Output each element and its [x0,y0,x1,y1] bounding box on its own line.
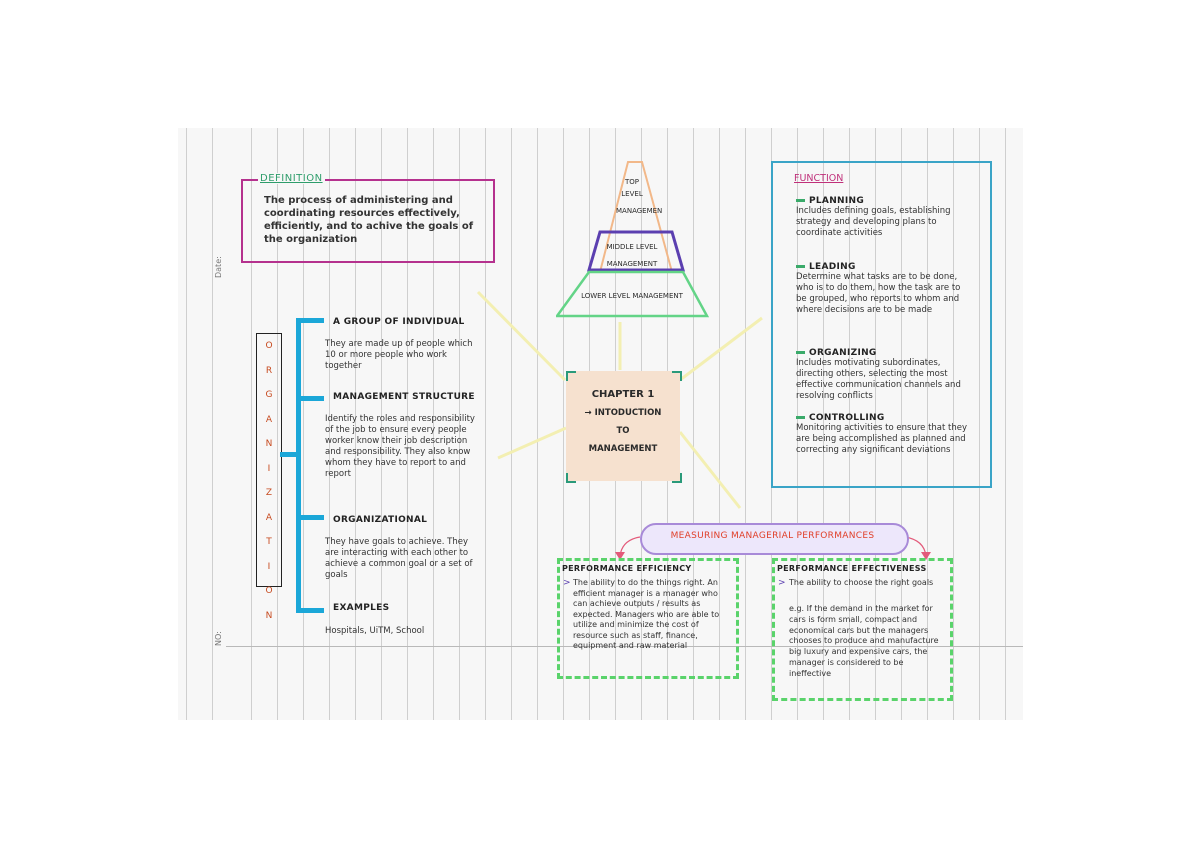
dash-marker [796,199,805,202]
org-letter: G [265,390,273,400]
org-letter: N [265,439,273,449]
function-item-text: Monitoring activities to ensure that they are being accomplished as planned and correcting any significant deviations [796,423,968,455]
function-item-text: Includes defining goals, establishing strategy and developing plans to coordinate activities [796,206,951,238]
dash-marker [796,416,805,419]
dash-marker [796,351,805,354]
org-letter: A [265,414,273,425]
chevron-right-icon: > [563,578,571,588]
function-title: FUNCTION [794,173,844,184]
org-letter: O [265,586,273,596]
function-item-leading [796,262,971,316]
definition-text: The process of administering and coordinating resources effectively, efficiently, and to achive the goals of the organization [264,195,474,245]
efficiency-heading: PERFORMANCE EFFICIENCY [562,564,692,573]
function-item-heading [796,348,971,358]
org-item-text: They are made up of people which 10 or more people who work together [325,339,473,371]
function-heading-text: CONTROLLING [809,413,885,423]
corner-mark [566,473,576,483]
effectiveness-heading: PERFORMANCE EFFECTIVENESS [777,564,927,573]
org-letter: Z [265,488,273,498]
pyramid-top-line: MANAGEMEN [616,207,663,215]
function-item-heading [796,196,971,206]
pyramid-top-label [616,176,663,217]
effectiveness-text-2: e.g. If the demand in the market for cars is form small, compact and economical cars but the managers chooses to produce and manufacture big luxury and expensive cars, the manager is considered to be ineffective [789,604,939,678]
org-letter: I [267,463,271,474]
pyramid-middle-line: MIDDLE LEVEL [606,243,658,251]
bracket-arm [296,515,324,520]
function-item-text: Determine what tasks are to be done, who is to do them, how the task are to be grouped, who reports to whom and where decisions are to be made [796,272,961,315]
org-letter: T [266,537,272,547]
function-item-heading [796,262,971,272]
org-letter: I [267,561,271,572]
org-letter: A [265,512,273,523]
org-item-heading: MANAGEMENT STRUCTURE [333,392,475,402]
chapter-title-line: → INTODUCTION [584,408,662,418]
chapter-title-group [578,381,668,454]
pyramid-lower-label: LOWER LEVEL MANAGEMENT [581,292,683,300]
bracket-arm [296,608,324,613]
org-item-text: They have goals to achieve. They are interacting with each other to achieve a common goal or a set of goals [325,537,473,580]
org-letter: N [265,610,273,621]
efficiency-text: The ability to do the things right. An efficient manager is a manager who can achieve outputs / results as expected. Managers who are able to utilize and minimize the cost of resource such as staff, finance, equipment and raw material [573,578,720,650]
chapter-number: CHAPTER 1 [591,389,655,400]
measuring-title: MEASURING MANAGERIAL PERFORMANCES [670,531,875,541]
function-heading-text: PLANNING [809,196,865,206]
number-label: NO: [214,631,223,646]
pyramid-middle-label [596,239,668,273]
function-item-organizing [796,348,971,402]
function-heading-text: ORGANIZING [809,348,877,358]
corner-mark [672,473,682,483]
bracket-arm [296,318,324,323]
org-item-heading: EXAMPLES [333,603,390,613]
org-letter: R [265,365,273,376]
effectiveness-text-1: The ability to choose the right goals [789,578,934,587]
function-item-controlling [796,413,971,456]
bracket-spine [296,318,301,613]
org-item-heading: A GROUP OF INDIVIDUAL [333,317,465,327]
dash-marker [796,265,805,268]
chapter-title-line: TO [616,426,630,436]
function-heading-text: LEADING [809,262,856,272]
chevron-right-icon: > [778,578,786,588]
organization-vertical-word [256,333,282,621]
org-item-text: Hospitals, UiTM, School [325,626,425,636]
org-item-heading: ORGANIZATIONAL [333,515,428,525]
org-item-text: Identify the roles and responsibility of the job to ensure every people worker know their job description and responsibility. They also know whom they have to report to and report [325,414,475,479]
function-item-planning [796,196,971,239]
function-item-heading [796,413,971,423]
org-letter: O [265,341,273,351]
pyramid-top-line: LEVEL [621,190,643,198]
definition-title: DEFINITION [260,173,323,184]
chapter-title-line: MANAGEMENT [588,444,658,454]
pyramid-top-line: TOP [624,178,639,186]
date-label: Date: [214,256,223,278]
chapter-box [566,371,680,481]
bracket-arm [296,396,324,401]
corner-mark [672,371,682,381]
pyramid-middle-line: MANAGEMENT [606,260,658,268]
corner-mark [566,371,576,381]
function-item-text: Includes motivating subordinates, directing others, selecting the most effective communication channels and resolving conflicts [796,358,961,401]
